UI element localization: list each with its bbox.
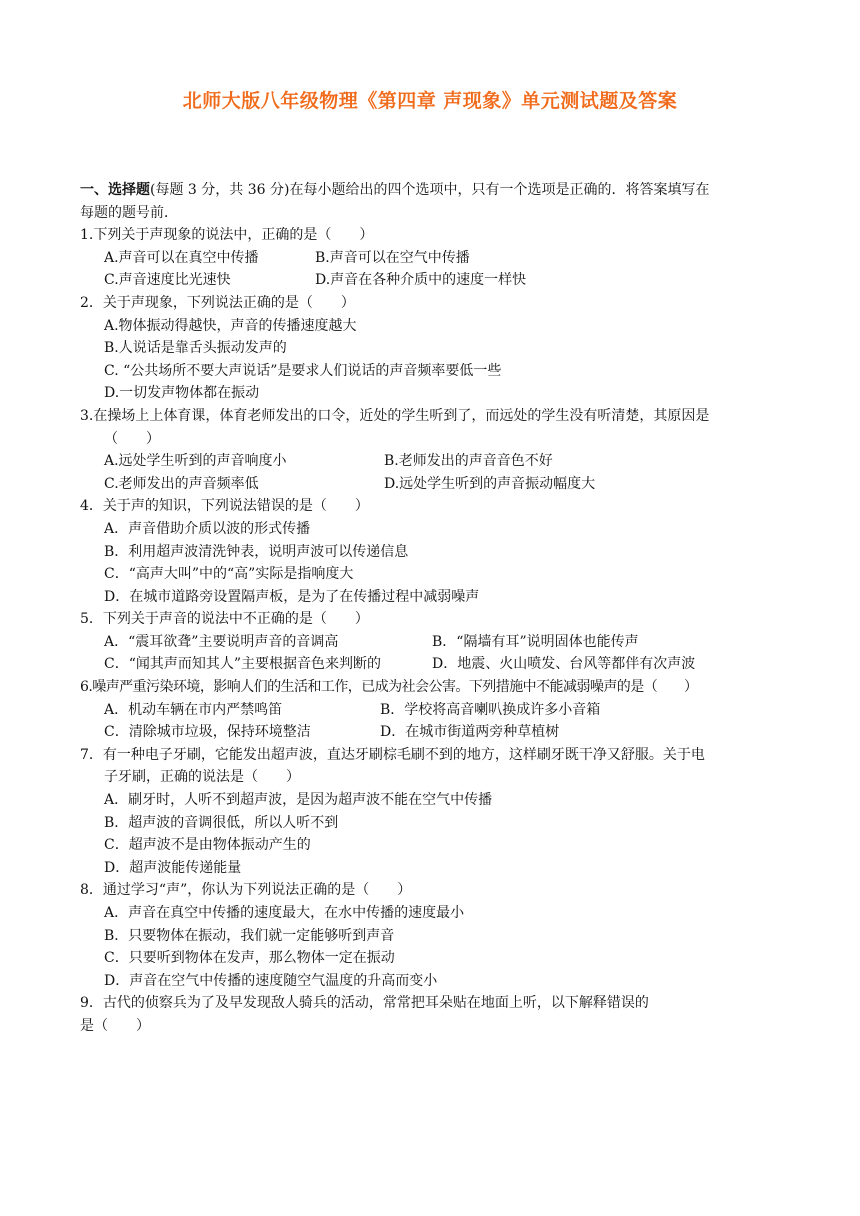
option-d: D．声音在空气中传播的速度随空气温度的升高而变小: [104, 972, 438, 989]
option-b: B.人说话是靠舌头振动发声的: [104, 340, 287, 357]
option-c: C．超声波不是由物体振动产生的: [104, 837, 311, 854]
option-d: D．在城市道路旁设置隔声板，是为了在传播过程中减弱噪声: [104, 588, 480, 605]
option-a: A．刷牙时，人听不到超声波，是因为超声波不能在空气中传播: [104, 792, 493, 809]
option-c: C. “公共场所不要大声说话”是要求人们说话的声音频率要低一些: [104, 362, 502, 379]
question-section: [80, 179, 770, 1038]
option-c: C．清除城市垃圾，保持环境整洁: [104, 724, 311, 741]
option-d: D.声音在各种介质中的速度一样快: [315, 272, 527, 289]
question-1-options-row2: [80, 269, 770, 292]
option-a: A．“震耳欲聋”主要说明声音的音调高: [104, 633, 339, 650]
question-5-options-row1: [80, 631, 770, 654]
question-3-options-row1: [80, 450, 770, 473]
option-d: D.远处学生听到的声音振动幅度大: [384, 475, 596, 492]
section-instructions: 一、选择题(每题 3 分，共 36 分)在每小题给出的四个选项中，只有一个选项是正确的．将答案填写在: [80, 182, 710, 198]
question-7-stem-cont: 子牙刷，正确的说法是（ ）: [104, 769, 300, 786]
question-7-stem: 7．有一种电子牙刷，它能发出超声波，直达牙刷棕毛刷不到的地方，这样刷牙既干净又舒服。关于电: [80, 746, 705, 763]
option-a: A．声音借助介质以波的形式传播: [104, 520, 311, 537]
question-3-stem: 3.在操场上上体育课，体育老师发出的口令，近处的学生听到了，而远处的学生没有听清楚，其原因是: [80, 407, 710, 424]
question-3-options-row2: [80, 473, 770, 496]
question-3-stem-cont: （ ）: [104, 430, 160, 447]
document-title: 北师大版八年级物理《第四章 声现象》单元测试题及答案: [182, 90, 678, 112]
question-9-stem-cont: 是（ ）: [80, 1017, 150, 1034]
option-c: C．只要听到物体在发声，那么物体一定在振动: [104, 950, 395, 967]
option-d: D.一切发声物体都在振动: [104, 385, 260, 402]
option-d: D．地震、火山喷发、台风等都伴有次声波: [432, 656, 696, 673]
option-b: B.老师发出的声音音色不好: [384, 453, 553, 470]
question-2-stem: 2．关于声现象，下列说法正确的是（ ）: [80, 294, 355, 311]
section-heading: 一、选择题: [80, 182, 150, 198]
section-instructions-cont: 每题的题号前．: [80, 204, 178, 221]
question-4-stem: 4．关于声的知识，下列说法错误的是（ ）: [80, 498, 369, 515]
option-b: B．学校将高音喇叭换成许多小音箱: [380, 701, 601, 718]
question-1-options-row1: [80, 247, 770, 270]
question-6-options-row1: [80, 699, 770, 722]
option-b: B．“隔墙有耳”说明固体也能传声: [432, 633, 639, 650]
option-b: B．超声波的音调很低，所以人听不到: [104, 814, 339, 831]
option-a: A．机动车辆在市内严禁鸣笛: [104, 701, 283, 718]
option-d: D．在城市街道两旁种草植树: [380, 724, 560, 741]
option-c: C．“高声大叫”中的“高”实际是指响度大: [104, 566, 354, 583]
question-5-stem: 5．下列关于声音的说法中不正确的是（ ）: [80, 611, 369, 628]
option-a: A.远处学生听到的声音响度小: [104, 453, 287, 470]
option-b: B．只要物体在振动，我们就一定能够听到声音: [104, 927, 395, 944]
option-a: A.声音可以在真空中传播: [104, 249, 259, 266]
option-a: A．声音在真空中传播的速度最大，在水中传播的速度最小: [104, 905, 465, 921]
question-5-options-row2: [80, 653, 770, 676]
option-a: A.物体振动得越快，声音的传播速度越大: [104, 317, 357, 334]
question-9-stem: 9．古代的侦察兵为了及早发现敌人骑兵的活动，常常把耳朵贴在地面上听，以下解释错误的: [80, 995, 649, 1012]
question-8-stem: 8．通过学习“声”，你认为下列说法正确的是（ ）: [80, 882, 412, 899]
option-b: B.声音可以在空气中传播: [315, 249, 470, 266]
option-c: C.声音速度比光速快: [104, 272, 231, 289]
option-d: D．超声波能传递能量: [104, 859, 242, 876]
question-6-options-row2: [80, 721, 770, 744]
option-c: C．“闻其声而知其人”主要根据音色来判断的: [104, 656, 382, 673]
question-6-stem: 6.噪声严重污染环境，影响人们的生活和工作，已成为社会公害。下列措施中不能减弱噪声的是（ ）: [80, 679, 698, 696]
option-b: B．利用超声波清洗钟表，说明声波可以传递信息: [104, 543, 409, 560]
question-1-stem: 1.下列关于声现象的说法中，正确的是（ ）: [80, 227, 374, 244]
option-c: C.老师发出的声音频率低: [104, 475, 259, 492]
